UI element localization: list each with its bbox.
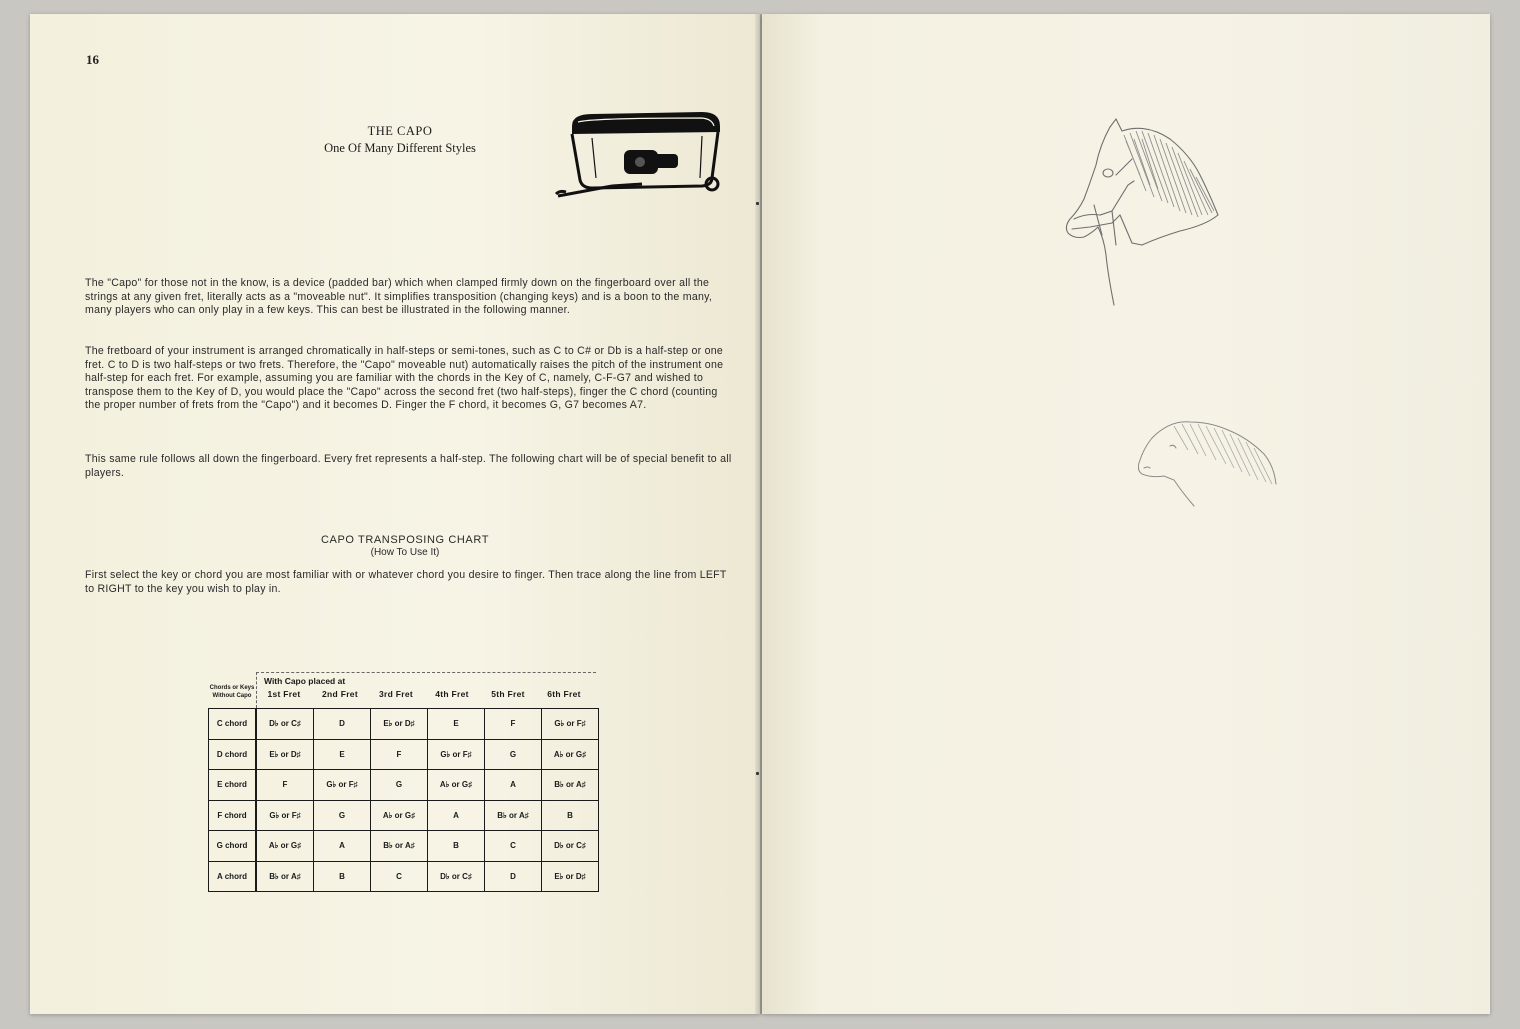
- table-row: [209, 770, 599, 801]
- row-chord: G chord: [209, 831, 257, 862]
- staple-mark: [756, 772, 759, 775]
- table-cell: E♭ or D♯: [542, 861, 599, 892]
- fret-label: 5th Fret: [491, 689, 525, 699]
- book-spread: [30, 14, 1490, 1019]
- row-chord: A chord: [209, 861, 257, 892]
- table-cell: G♭ or F♯: [314, 770, 371, 801]
- table-cell: A♭ or G♯: [256, 831, 314, 862]
- table-cell: D♭ or C♯: [542, 831, 599, 862]
- table-cell: C: [485, 831, 542, 862]
- table-cell: B: [542, 800, 599, 831]
- table-cell: B♭ or A♯: [485, 800, 542, 831]
- table-cell: G: [314, 800, 371, 831]
- table-row: [209, 709, 599, 740]
- chart-title-text: CAPO TRANSPOSING CHART: [320, 534, 490, 546]
- table-cell: G♭ or F♯: [428, 739, 485, 770]
- table-row: [209, 800, 599, 831]
- table-cell: A♭ or G♯: [428, 770, 485, 801]
- capo-illustration: [552, 108, 727, 200]
- table-cell: E: [314, 739, 371, 770]
- row-chord: F chord: [209, 800, 257, 831]
- page-title: [290, 124, 510, 156]
- chart-instructions: First select the key or chord you are most familiar with or whatever chord you desire to finger. Then trace along the line from LEFT to RIGHT to the key you wish to play in.: [85, 569, 727, 595]
- table-cell: E♭ or D♯: [371, 709, 428, 740]
- table-cell: B: [428, 831, 485, 862]
- corner-label-line2: Without Capo: [212, 693, 252, 699]
- paragraph-3: This same rule follows all down the fingerboard. Every fret represents a half-step. The following chart will be of special benefit to all players.: [85, 453, 732, 479]
- table-cell: B: [314, 861, 371, 892]
- chart-header: [208, 672, 598, 708]
- table-cell: F: [485, 709, 542, 740]
- table-cell: G♭ or F♯: [542, 709, 599, 740]
- table-cell: A♭ or G♯: [542, 739, 599, 770]
- table-cell: A: [428, 800, 485, 831]
- chart-title: [270, 534, 540, 558]
- header-top-rule: [256, 672, 596, 673]
- table-cell: G: [485, 739, 542, 770]
- table-cell: A♭ or G♯: [371, 800, 428, 831]
- table-cell: D♭ or C♯: [256, 709, 314, 740]
- table-row: [209, 861, 599, 892]
- row-chord: D chord: [209, 739, 257, 770]
- small-horse-head-sketch: [1130, 410, 1280, 510]
- chord-table: [208, 708, 599, 892]
- table-cell: B♭ or A♯: [371, 831, 428, 862]
- row-chord: C chord: [209, 709, 257, 740]
- paragraph-2: The fretboard of your instrument is arranged chromatically in half-steps or semi-tones, such as C to C# or Db is a half-step or one fret. C to D is two half-steps or two frets. Therefore, the "Capo" moveable nut) automatically raises the pitch of the instrument one half-step for each fret. For example, assuming you are familiar with the chords in the Key of C, namely, C-F-G7 and wished to transpose them to the Key of D, you would place the "Capo" across the second fret (two half-steps), finger the C chord (counting the proper number of frets from the "Capo") and it becomes D. Finger the F chord, it becomes G, G7 becomes A7.: [85, 345, 724, 411]
- table-cell: G♭ or F♯: [256, 800, 314, 831]
- fret-label: 2nd Fret: [322, 689, 358, 699]
- table-row: [209, 831, 599, 862]
- paragraph-1: The "Capo" for those not in the know, is a device (padded bar) which when clamped firmly down on the fingerboard over all the strings at any given fret, literally acts as a "moveable nut". It simplifies transposition (changing keys) and is a boon to the many, many players who can only play in a few keys. This can best be illustrated in the following manner.: [85, 277, 713, 316]
- subtitle-text: One Of Many Different Styles: [324, 141, 476, 155]
- fret-label: 1st Fret: [267, 689, 301, 699]
- fret-label: 3rd Fret: [378, 689, 414, 699]
- corner-label: [208, 684, 256, 700]
- table-cell: E: [428, 709, 485, 740]
- corner-label-line1: Chords or Keys: [209, 685, 255, 691]
- row-chord: E chord: [209, 770, 257, 801]
- table-cell: B♭ or A♯: [256, 861, 314, 892]
- title-text: THE CAPO: [367, 124, 433, 138]
- table-cell: F: [371, 739, 428, 770]
- page-number: 16: [86, 52, 99, 67]
- table-cell: A: [485, 770, 542, 801]
- capo-header: With Capo placed at: [264, 676, 346, 686]
- fret-label: 4th Fret: [435, 689, 469, 699]
- table-cell: G: [371, 770, 428, 801]
- table-cell: D: [314, 709, 371, 740]
- table-cell: F: [256, 770, 314, 801]
- table-cell: A: [314, 831, 371, 862]
- left-page: [30, 14, 760, 1014]
- table-cell: D♭ or C♯: [428, 861, 485, 892]
- table-cell: D: [485, 861, 542, 892]
- capo-transposing-chart: [208, 672, 599, 892]
- staple-mark: [756, 202, 759, 205]
- table-cell: E♭ or D♯: [256, 739, 314, 770]
- table-cell: B♭ or A♯: [542, 770, 599, 801]
- horse-head-sketch: [1050, 115, 1230, 325]
- table-cell: C: [371, 861, 428, 892]
- fret-label: 6th Fret: [547, 689, 581, 699]
- chart-subtitle-text: (How To Use It): [370, 547, 440, 558]
- table-row: [209, 739, 599, 770]
